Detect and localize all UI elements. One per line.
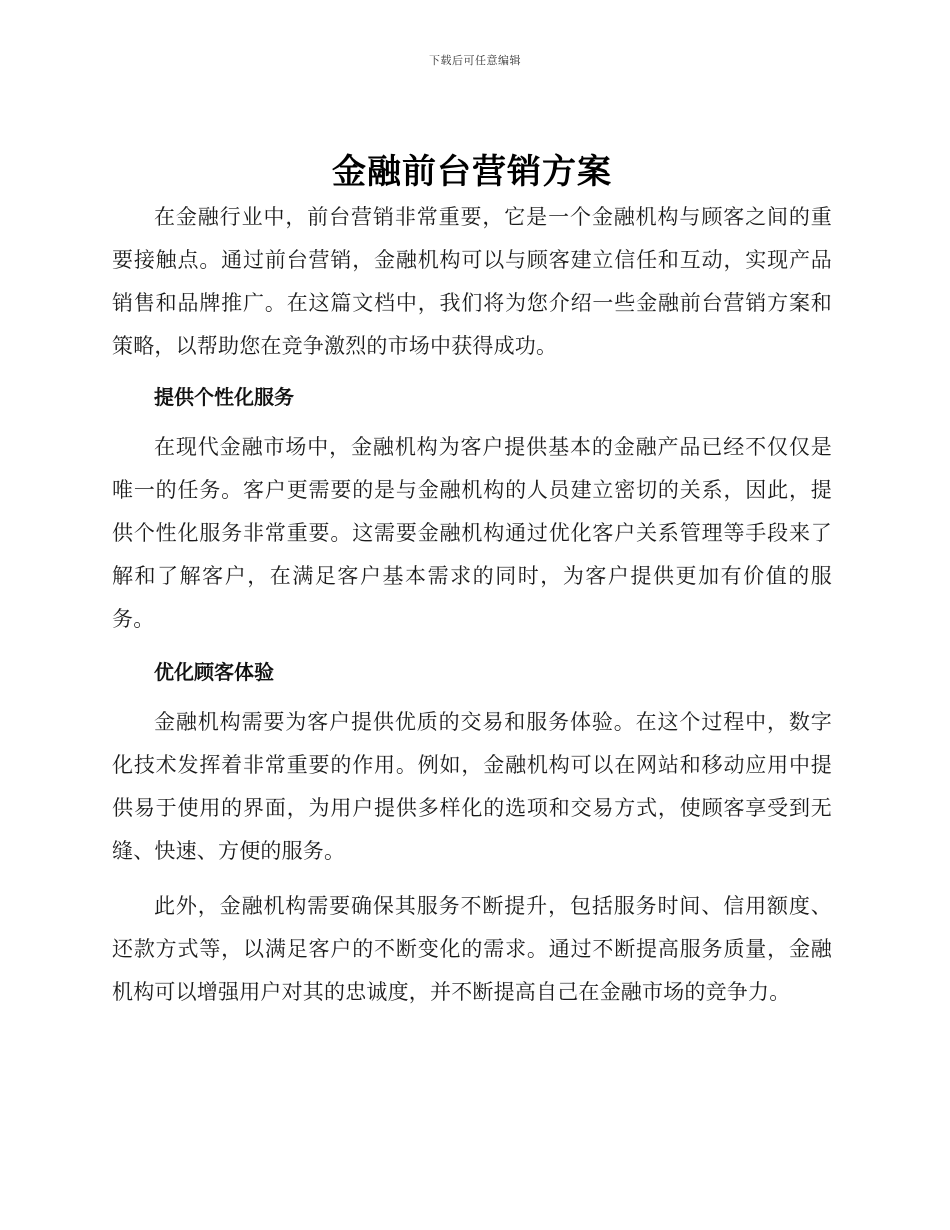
section-heading-personalized-service: 提供个性化服务 xyxy=(154,385,294,409)
section-heading-customer-experience: 优化顾客体验 xyxy=(154,660,274,684)
section-paragraph: 此外，金融机构需要确保其服务不断提升，包括服务时间、信用额度、还款方式等，以满足客户的不断变化的需求。通过不断提高服务质量，金融机构可以增强用户对其的忠诚度，并不断提高自己在金融市场的竞争力。 xyxy=(112,894,832,1004)
page-header: 下载后可任意编辑 xyxy=(429,54,521,67)
section-paragraph: 在现代金融市场中，金融机构为客户提供基本的金融产品已经不仅仅是唯一的任务。客户更需要的是与金融机构的人员建立密切的关系，因此，提供个性化服务非常重要。这需要金融机构通过优化客户关系管理等手段来了解和了解客户，在满足客户基本需求的同时，为客户提供更加有价值的服务。 xyxy=(112,435,832,631)
document-body xyxy=(112,148,832,1014)
section-paragraph: 金融机构需要为客户提供优质的交易和服务体验。在这个过程中，数字化技术发挥着非常重要的作用。例如，金融机构可以在网站和移动应用中提供易于使用的界面，为用户提供多样化的选项和交易方式，使顾客享受到无缝、快速、方便的服务。 xyxy=(112,710,832,863)
document-title: 金融前台营销方案 xyxy=(332,152,612,192)
intro-paragraph: 在金融行业中，前台营销非常重要，它是一个金融机构与顾客之间的重要接触点。通过前台营销，金融机构可以与顾客建立信任和互动，实现产品销售和品牌推广。在这篇文档中，我们将为您介绍一些金融前台营销方案和策略，以帮助您在竞争激烈的市场中获得成功。 xyxy=(112,205,832,358)
